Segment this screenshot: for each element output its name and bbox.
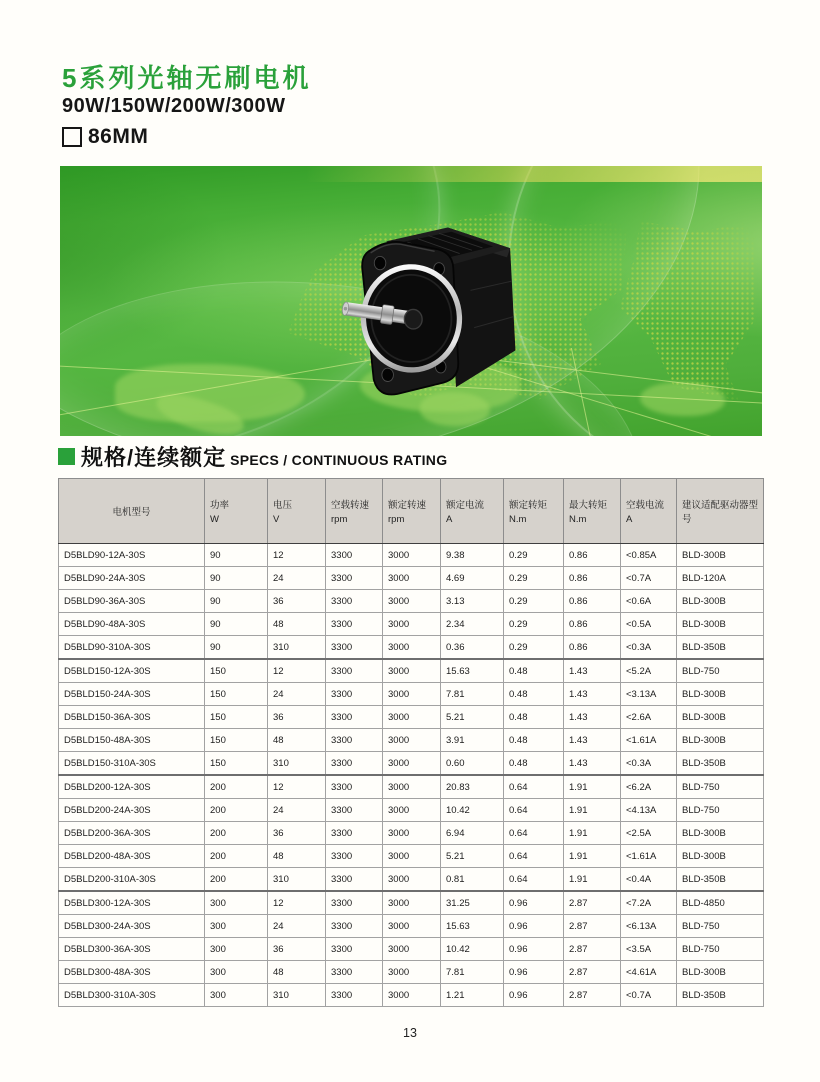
cell: 3300 [326,984,383,1007]
cell: BLD-750 [677,659,764,683]
cell: 0.48 [504,752,564,776]
cell: D5BLD90-12A-30S [59,544,205,567]
cell: <0.6A [621,590,677,613]
cell: 3000 [383,961,441,984]
cell: 3000 [383,915,441,938]
cell: 3000 [383,706,441,729]
cell: <2.5A [621,822,677,845]
cell: 24 [268,567,326,590]
column-header: 功率 W [205,479,268,544]
cell: 3000 [383,590,441,613]
cell: 1.43 [564,683,621,706]
cell: 300 [205,891,268,915]
table-row [59,544,764,567]
cell: 3300 [326,729,383,752]
table-body [59,544,764,1007]
cell: D5BLD150-310A-30S [59,752,205,776]
specs-section-heading [58,441,447,472]
cell: 0.64 [504,822,564,845]
banner-streak-decoration [60,166,762,182]
cell: D5BLD300-310A-30S [59,984,205,1007]
cell: 0.48 [504,706,564,729]
cell: 3000 [383,775,441,799]
cell: 12 [268,544,326,567]
cell: 150 [205,683,268,706]
cell: 0.60 [441,752,504,776]
table-row [59,775,764,799]
cell: 1.91 [564,799,621,822]
table-row [59,822,764,845]
cell: 3300 [326,961,383,984]
cell: 0.96 [504,938,564,961]
cell: <5.2A [621,659,677,683]
cell: 200 [205,775,268,799]
cell: 5.21 [441,845,504,868]
column-header: 最大转矩 N.m [564,479,621,544]
cell: 2.87 [564,938,621,961]
cell: BLD-300B [677,845,764,868]
cell: BLD-300B [677,613,764,636]
cell: D5BLD90-36A-30S [59,590,205,613]
cell: 1.91 [564,845,621,868]
table-row [59,961,764,984]
cell: 3000 [383,938,441,961]
cell: 3300 [326,706,383,729]
cell: 4.69 [441,567,504,590]
cell: 2.34 [441,613,504,636]
cell: 300 [205,915,268,938]
cell: 5.21 [441,706,504,729]
cell: <3.13A [621,683,677,706]
table-row [59,613,764,636]
column-header: 额定电流 A [441,479,504,544]
cell: 3000 [383,729,441,752]
cell: <0.7A [621,984,677,1007]
frame-size-line [62,126,148,148]
cell: 1.91 [564,868,621,892]
cell: 3000 [383,659,441,683]
cell: 3000 [383,984,441,1007]
cell: <4.13A [621,799,677,822]
cell: 24 [268,915,326,938]
column-header: 建议适配驱动器型号 [677,479,764,544]
cell: 48 [268,729,326,752]
table-row [59,845,764,868]
page-number: 13 [403,1026,417,1040]
cell: 3300 [326,891,383,915]
cell: <1.61A [621,729,677,752]
cell: 9.38 [441,544,504,567]
column-header: 电机型号 [59,479,205,544]
cell: <6.2A [621,775,677,799]
cell: 0.64 [504,799,564,822]
cell: D5BLD150-36A-30S [59,706,205,729]
cell: 3300 [326,799,383,822]
table-row [59,567,764,590]
cell: 0.96 [504,961,564,984]
cell: 0.48 [504,729,564,752]
cell: 15.63 [441,915,504,938]
cell: 90 [205,567,268,590]
cell: 3000 [383,613,441,636]
cell: 90 [205,590,268,613]
table-row [59,752,764,776]
cell: BLD-750 [677,775,764,799]
cell: <4.61A [621,961,677,984]
cell: BLD-350B [677,984,764,1007]
cell: 200 [205,822,268,845]
square-outline-icon [62,127,82,147]
cell: 2.87 [564,961,621,984]
cell: 0.64 [504,868,564,892]
cell: BLD-120A [677,567,764,590]
cell: 2.87 [564,915,621,938]
cell: 0.48 [504,659,564,683]
cell: 1.43 [564,706,621,729]
cell: 1.91 [564,822,621,845]
cell: <2.6A [621,706,677,729]
cell: 36 [268,822,326,845]
cell: BLD-350B [677,868,764,892]
cell: D5BLD200-36A-30S [59,822,205,845]
cell: 0.86 [564,544,621,567]
cell: 3300 [326,752,383,776]
cell: D5BLD300-48A-30S [59,961,205,984]
table-row [59,590,764,613]
table-row [59,729,764,752]
table-row [59,706,764,729]
cell: D5BLD200-24A-30S [59,799,205,822]
cell: 3000 [383,868,441,892]
cell: D5BLD200-12A-30S [59,775,205,799]
cell: 1.43 [564,752,621,776]
cell: 3300 [326,938,383,961]
cell: 2.87 [564,891,621,915]
cell: 6.94 [441,822,504,845]
cell: 3300 [326,567,383,590]
cell: BLD-750 [677,915,764,938]
cell: 3300 [326,683,383,706]
column-header: 空载转速 rpm [326,479,383,544]
cell: BLD-300B [677,683,764,706]
cell: <7.2A [621,891,677,915]
cell: <0.3A [621,636,677,660]
cell: 12 [268,775,326,799]
specs-table [58,478,764,1007]
cell: 200 [205,845,268,868]
cell: 150 [205,752,268,776]
cell: BLD-750 [677,938,764,961]
cell: 150 [205,706,268,729]
cell: D5BLD150-24A-30S [59,683,205,706]
cell: 10.42 [441,799,504,822]
cell: 0.29 [504,590,564,613]
table-row [59,868,764,892]
power-range-subtitle: 90W/150W/200W/300W [62,95,286,117]
cell: 0.86 [564,636,621,660]
motor-image [338,214,534,406]
table-row [59,683,764,706]
cell: 3000 [383,752,441,776]
cell: 3300 [326,775,383,799]
cell: 0.86 [564,567,621,590]
cell: 0.29 [504,636,564,660]
cell: 2.87 [564,984,621,1007]
section-title-cn: 规格/连续额定 [81,445,227,470]
cell: 3.13 [441,590,504,613]
cell: 3000 [383,683,441,706]
cell: 0.29 [504,544,564,567]
cell: D5BLD200-48A-30S [59,845,205,868]
cell: BLD-300B [677,706,764,729]
page-title: 5系列光轴无刷电机 [62,63,312,93]
cell: 310 [268,868,326,892]
table-row [59,659,764,683]
cell: 0.96 [504,984,564,1007]
cell: 310 [268,752,326,776]
cell: BLD-300B [677,961,764,984]
cell: 36 [268,706,326,729]
cell: 36 [268,590,326,613]
cell: 0.96 [504,891,564,915]
cell: D5BLD90-310A-30S [59,636,205,660]
cell: 7.81 [441,683,504,706]
cell: 150 [205,729,268,752]
cell: 3000 [383,799,441,822]
table-header-row [59,479,764,544]
cell: <0.4A [621,868,677,892]
cell: D5BLD150-12A-30S [59,659,205,683]
cell: 1.91 [564,775,621,799]
cell: BLD-300B [677,822,764,845]
cell: 200 [205,868,268,892]
cell: 48 [268,613,326,636]
cell: 0.96 [504,915,564,938]
cell: 3300 [326,636,383,660]
cell: <3.5A [621,938,677,961]
cell: <0.5A [621,613,677,636]
cell: <0.85A [621,544,677,567]
cell: 0.86 [564,590,621,613]
cell: 3300 [326,590,383,613]
cell: 15.63 [441,659,504,683]
cell: 24 [268,799,326,822]
cell: 90 [205,613,268,636]
cell: 0.81 [441,868,504,892]
table-row [59,891,764,915]
cell: D5BLD300-24A-30S [59,915,205,938]
product-banner [60,166,762,436]
table-row [59,915,764,938]
cell: 1.43 [564,729,621,752]
table-row [59,938,764,961]
cell: 36 [268,938,326,961]
cell: <0.7A [621,567,677,590]
cell: 3000 [383,544,441,567]
frame-size-value: 86MM [88,125,149,148]
cell: 200 [205,799,268,822]
cell: 31.25 [441,891,504,915]
section-title-en: SPECS / CONTINUOUS RATING [230,452,448,468]
column-header: 额定转速 rpm [383,479,441,544]
cell: 150 [205,659,268,683]
cell: BLD-300B [677,544,764,567]
cell: 0.29 [504,567,564,590]
cell: 0.48 [504,683,564,706]
cell: 0.36 [441,636,504,660]
table-row [59,799,764,822]
cell: 10.42 [441,938,504,961]
column-header: 空载电流 A [621,479,677,544]
cell: 3000 [383,822,441,845]
cell: 3300 [326,613,383,636]
cell: 3300 [326,659,383,683]
cell: BLD-300B [677,590,764,613]
cell: BLD-350B [677,636,764,660]
cell: 3000 [383,567,441,590]
cell: 300 [205,961,268,984]
cell: 20.83 [441,775,504,799]
cell: 3300 [326,845,383,868]
cell: 0.29 [504,613,564,636]
column-header: 电压 V [268,479,326,544]
cell: <0.3A [621,752,677,776]
cell: 12 [268,659,326,683]
cell: 0.64 [504,845,564,868]
cell: 3300 [326,915,383,938]
cell: 7.81 [441,961,504,984]
cell: 0.64 [504,775,564,799]
cell: 300 [205,984,268,1007]
cell: 3000 [383,636,441,660]
cell: 90 [205,636,268,660]
cell: 3300 [326,544,383,567]
cell: D5BLD90-24A-30S [59,567,205,590]
cell: <6.13A [621,915,677,938]
cell: 1.43 [564,659,621,683]
cell: 0.86 [564,613,621,636]
table-row [59,984,764,1007]
cell: D5BLD90-48A-30S [59,613,205,636]
cell: 3300 [326,822,383,845]
cell: BLD-300B [677,729,764,752]
cell: D5BLD200-310A-30S [59,868,205,892]
cell: D5BLD300-12A-30S [59,891,205,915]
cell: 48 [268,961,326,984]
cell: 24 [268,683,326,706]
cell: BLD-750 [677,799,764,822]
cell: 1.21 [441,984,504,1007]
cell: 3.91 [441,729,504,752]
cell: 310 [268,984,326,1007]
cell: D5BLD150-48A-30S [59,729,205,752]
section-bullet-icon [58,448,75,465]
cell: 3000 [383,891,441,915]
cell: 310 [268,636,326,660]
cell: 3000 [383,845,441,868]
cell: 3300 [326,868,383,892]
column-header: 额定转矩 N.m [504,479,564,544]
cell: 48 [268,845,326,868]
cell: 300 [205,938,268,961]
cell: 90 [205,544,268,567]
cell: BLD-350B [677,752,764,776]
cell: BLD-4850 [677,891,764,915]
cell: D5BLD300-36A-30S [59,938,205,961]
table-row [59,636,764,660]
cell: 12 [268,891,326,915]
cell: <1.61A [621,845,677,868]
